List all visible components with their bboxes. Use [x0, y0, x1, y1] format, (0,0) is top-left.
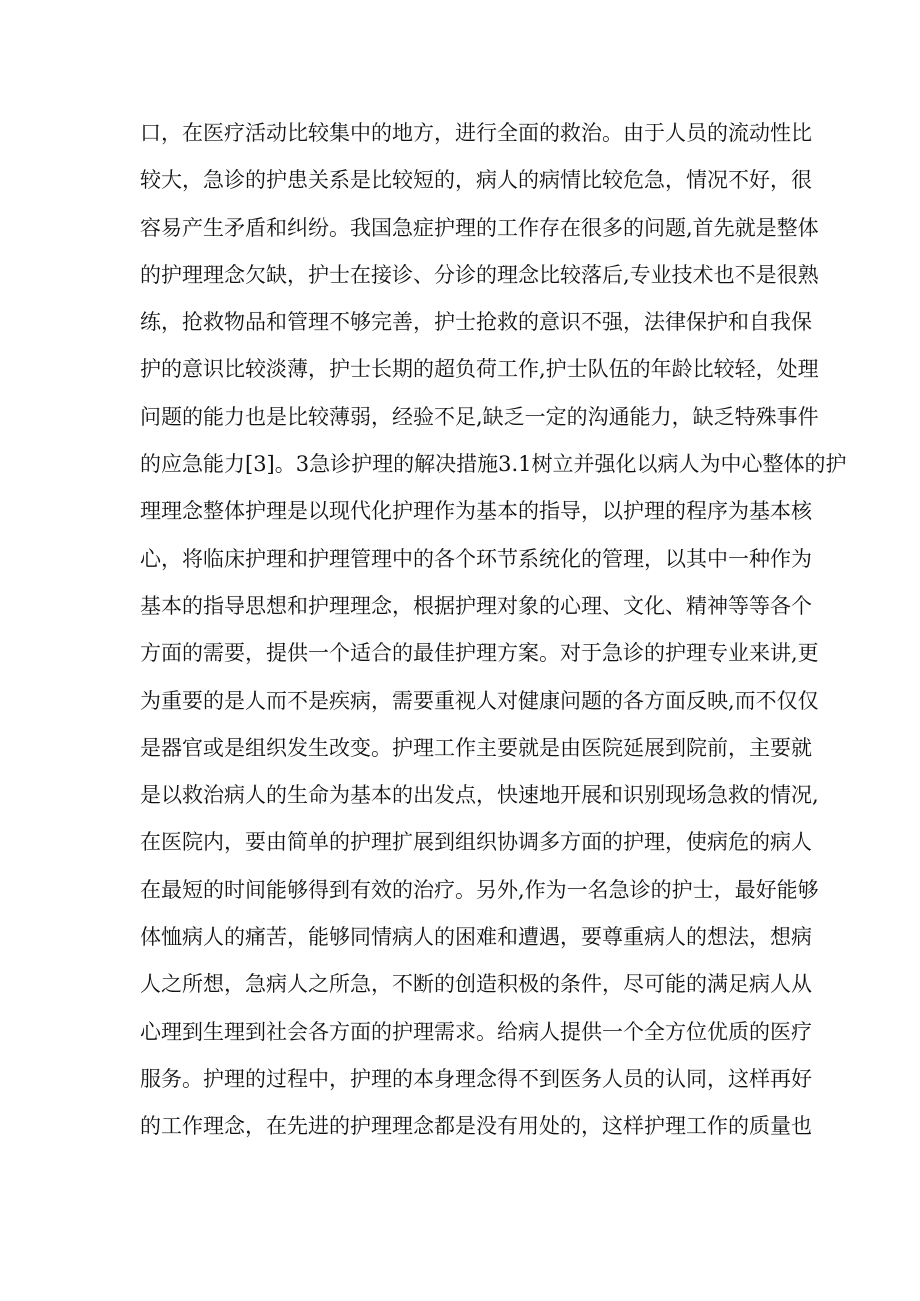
- text-line-16: 在医院内，要由简单的护理扩展到组织协调多方面的护理，使病危的病人: [140, 830, 812, 855]
- text-line-8: 的应急能力[3]。3急诊护理的解决措施3.1树立并强化以病人为中心整体的护: [140, 452, 847, 477]
- text-line-21: 服务。护理的过程中，护理的本身理念得不到医务人员的认同，这样再好: [140, 1066, 812, 1091]
- text-line-7: 问题的能力也是比较薄弱，经验不足,缺乏一定的沟通能力，缺乏特殊事件: [140, 404, 819, 429]
- text-line-18: 体恤病人的痛苦，能够同情病人的困难和遭遇，要尊重病人的想法，想病: [140, 925, 812, 950]
- text-line-4: 的护理理念欠缺，护士在接诊、分诊的理念比较落后,专业技术也不是很熟: [140, 262, 819, 287]
- text-line-19: 人之所想，急病人之所急，不断的创造积极的条件，尽可能的满足病人从: [140, 972, 812, 997]
- text-line-12: 方面的需要，提供一个适合的最佳护理方案。对于急诊的护理专业来讲,更: [140, 641, 819, 666]
- text-line-2: 较大，急诊的护患关系是比较短的，病人的病情比较危急，情况不好，很: [140, 168, 812, 193]
- text-line-20: 心理到生理到社会各方面的护理需求。给病人提供一个全方位优质的医疗: [140, 1019, 812, 1044]
- text-line-10: 心，将临床护理和护理管理中的各个环节系统化的管理，以其中一种作为: [140, 546, 812, 571]
- text-line-14: 是器官或是组织发生改变。护理工作主要就是由医院延展到院前，主要就: [140, 735, 812, 760]
- text-line-11: 基本的指导思想和护理理念，根据护理对象的心理、文化、精神等等各个: [140, 593, 812, 618]
- text-line-3: 容易产生矛盾和纠纷。我国急症护理的工作存在很多的问题,首先就是整体: [140, 215, 819, 240]
- text-line-22: 的工作理念，在先进的护理理念都是没有用处的，这样护理工作的质量也: [140, 1114, 812, 1139]
- text-line-9: 理理念整体护理是以现代化护理作为基本的指导，以护理的程序为基本核: [140, 499, 812, 524]
- text-line-1: 口，在医疗活动比较集中的地方，进行全面的救治。由于人员的流动性比: [140, 121, 812, 145]
- text-line-6: 护的意识比较淡薄，护士长期的超负荷工作,护士队伍的年龄比较轻，处理: [140, 357, 819, 382]
- text-line-17: 在最短的时间能够得到有效的治疗。另外,作为一名急诊的护士，最好能够: [140, 877, 819, 902]
- text-line-15: 是以救治病人的生命为基本的出发点，快速地开展和识别现场急救的情况,: [140, 783, 819, 808]
- body-text: [140, 110, 847, 1151]
- text-line-5: 练，抢救物品和管理不够完善，护士抢救的意识不强，法律保护和自我保: [140, 310, 812, 335]
- text-line-13: 为重要的是人而不是疾病，需要重视人对健康问题的各方面反映,而不仅仅: [140, 688, 819, 713]
